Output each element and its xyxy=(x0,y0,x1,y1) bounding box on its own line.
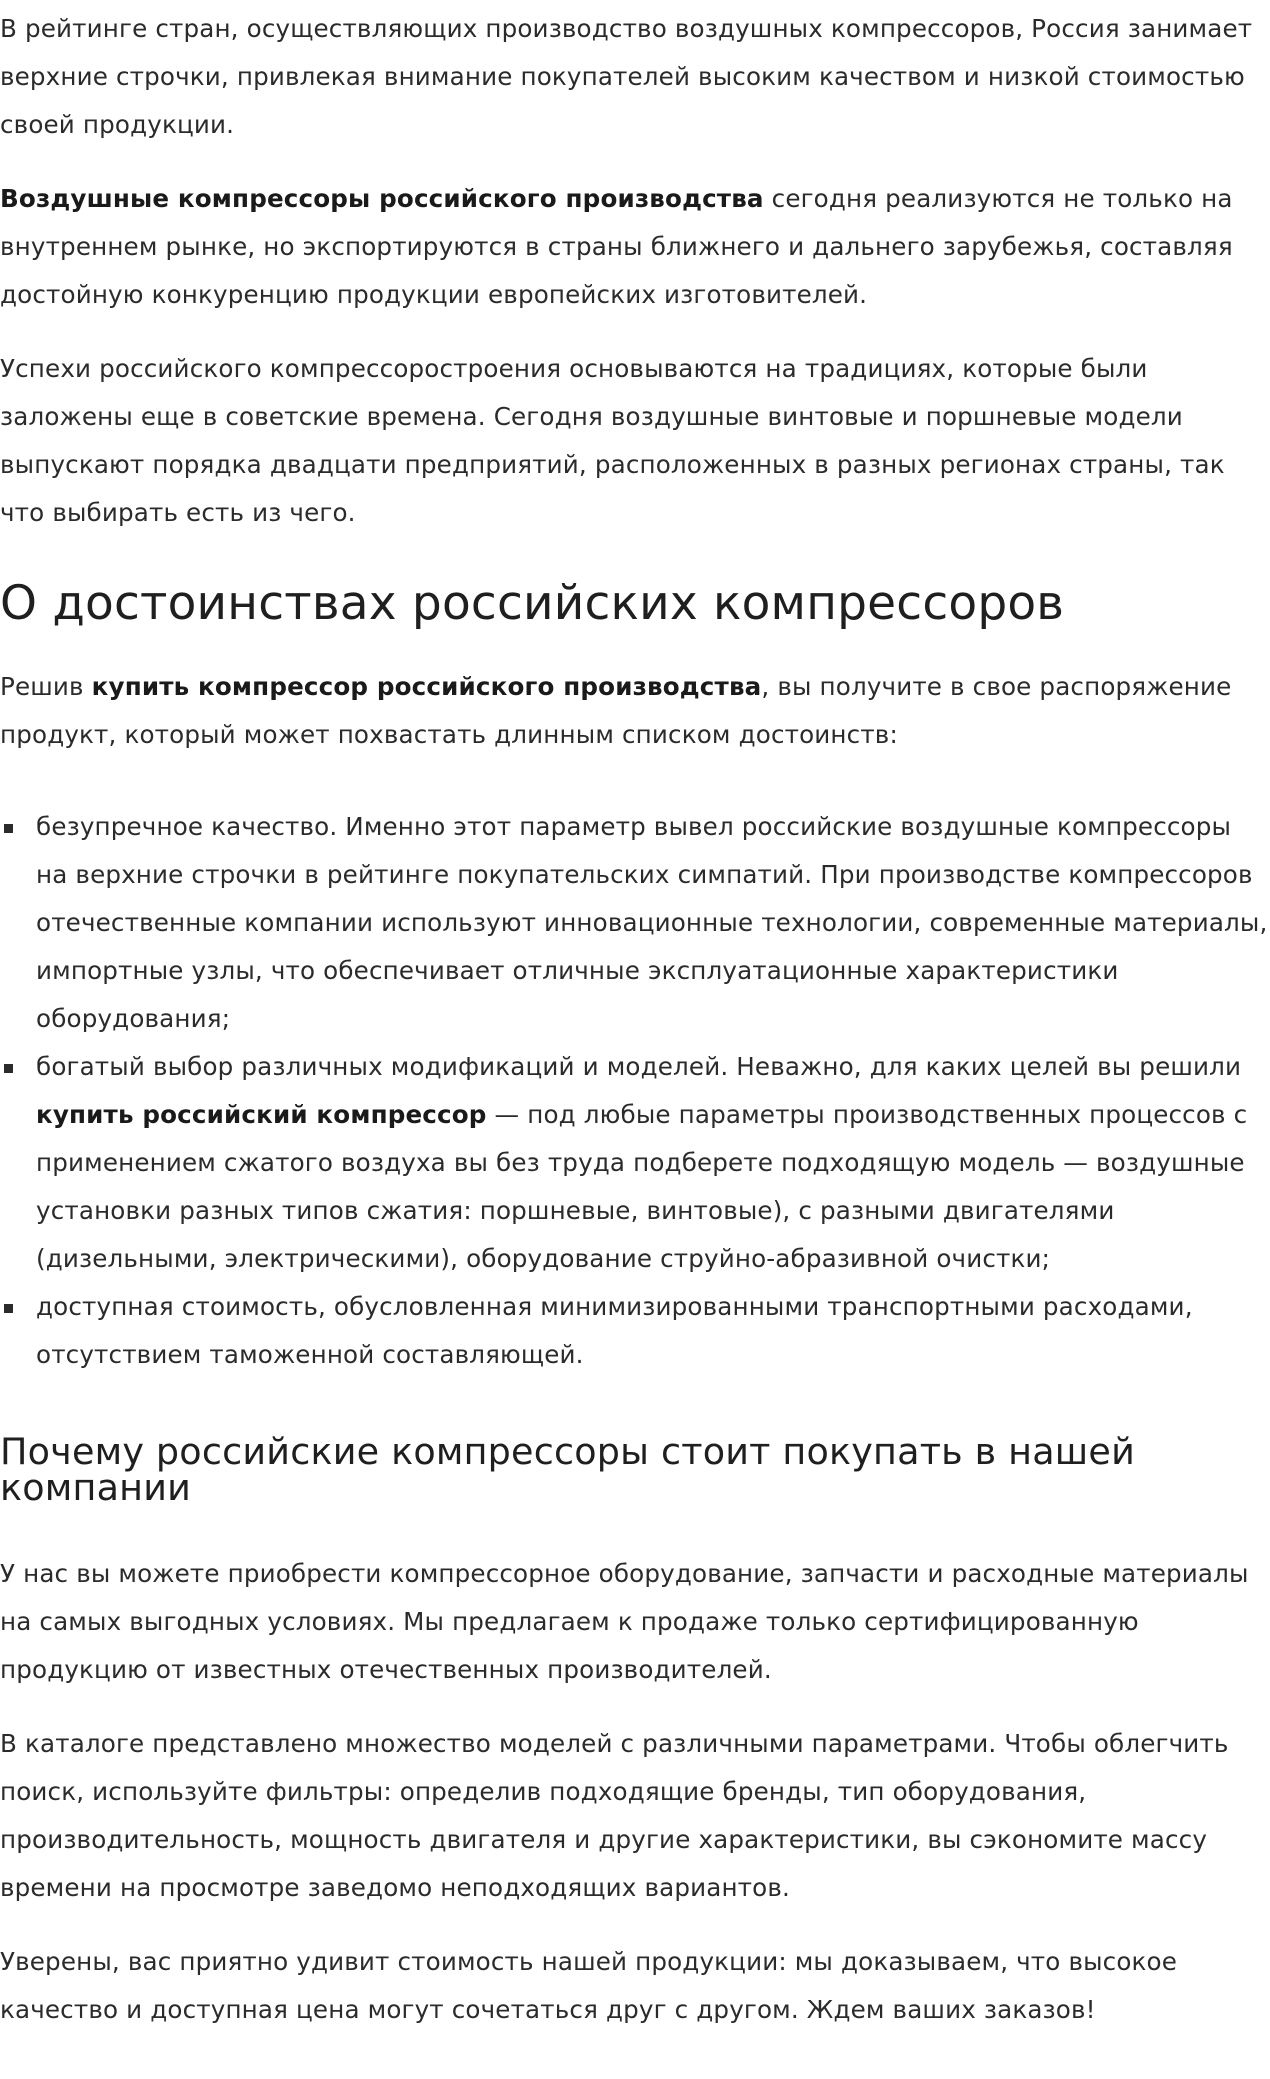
list-item-text: безупречное качество. Именно этот параметр вывел российские воздушные компрессоры на верхние строчки в рейтинге покупательских симпатий. При производстве компрессоров отечественные компании используют инновационные технологии, современные материалы, импортные узлы, что обеспечивает отличные эксплуатационные характеристики оборудования; xyxy=(36,812,1268,1033)
advantages-lead-paragraph xyxy=(0,663,1270,759)
why-buy-paragraph-3: Уверены, вас приятно удивит стоимость нашей продукции: мы доказываем, что высокое качество и доступная цена могут сочетаться друг с другом. Ждем ваших заказов! xyxy=(0,1947,1178,2024)
advantages-lead-bold: купить компрессор российского производства xyxy=(91,672,762,701)
list-item xyxy=(0,1043,1270,1283)
article-body xyxy=(0,5,1270,2034)
intro-paragraph-2-bold: Воздушные компрессоры российского производства xyxy=(0,184,764,213)
advantages-lead-start: Решив xyxy=(0,672,92,701)
list-item-text-start: богатый выбор различных модификаций и моделей. Неважно, для каких целей вы решили xyxy=(36,1052,1242,1081)
list-item-text-end: — под любые параметры производственных процессов с применением сжатого воздуха вы без труда подберете подходящую модель — воздушные установки разных типов сжатия: поршневые, винтовые), с разными двигателями (дизельными, электрическими), оборудование струйно-абразивной очистки; xyxy=(36,1100,1248,1273)
intro-paragraph-1: В рейтинге стран, осуществляющих производство воздушных компрессоров, Россия занимает верхние строчки, привлекая внимание покупателей высоким качеством и низкой стоимостью своей продукции. xyxy=(0,14,1253,139)
square-bullet-icon xyxy=(4,1304,13,1313)
advantages-list xyxy=(0,803,1270,1379)
square-bullet-icon xyxy=(4,1064,13,1073)
list-item-text: доступная стоимость, обусловленная минимизированными транспортными расходами, отсутствием таможенной составляющей. xyxy=(36,1292,1193,1369)
section-heading-advantages: О достоинствах российских компрессоров xyxy=(0,576,1065,631)
list-item-bold: купить российский компрессор xyxy=(36,1100,487,1129)
list-item xyxy=(0,1283,1270,1379)
advantages-lead-end: , вы получите в свое распоряжение продукт, который может похвастать длинным списком достоинств: xyxy=(0,672,1232,749)
intro-paragraph-2 xyxy=(0,175,1270,319)
square-bullet-icon xyxy=(4,824,13,833)
section-heading-why-buy: Почему российские компрессоры стоит покупать в нашей компании xyxy=(0,1430,1135,1509)
why-buy-paragraph-2: В каталоге представлено множество моделей с различными параметрами. Чтобы облегчить поиск, используйте фильтры: определив подходящие бренды, тип оборудования, производительность, мощность двигателя и другие характеристики, вы сэкономите массу времени на просмотре заведомо неподходящих вариантов. xyxy=(0,1729,1229,1902)
intro-paragraph-2-text: сегодня реализуются не только на внутреннем рынке, но экспортируются в страны ближнего и дальнего зарубежья, составляя достойную конкуренцию продукции европейских изготовителей. xyxy=(0,184,1233,309)
list-item xyxy=(0,803,1270,1043)
why-buy-paragraph-1: У нас вы можете приобрести компрессорное оборудование, запчасти и расходные материалы на самых выгодных условиях. Мы предлагаем к продаже только сертифицированную продукцию от известных отечественных производителей. xyxy=(0,1559,1249,1684)
intro-paragraph-3: Успехи российского компрессоростроения основываются на традициях, которые были заложены еще в советские времена. Сегодня воздушные винтовые и поршневые модели выпускают порядка двадцати предприятий, расположенных в разных регионах страны, так что выбирать есть из чего. xyxy=(0,354,1225,527)
